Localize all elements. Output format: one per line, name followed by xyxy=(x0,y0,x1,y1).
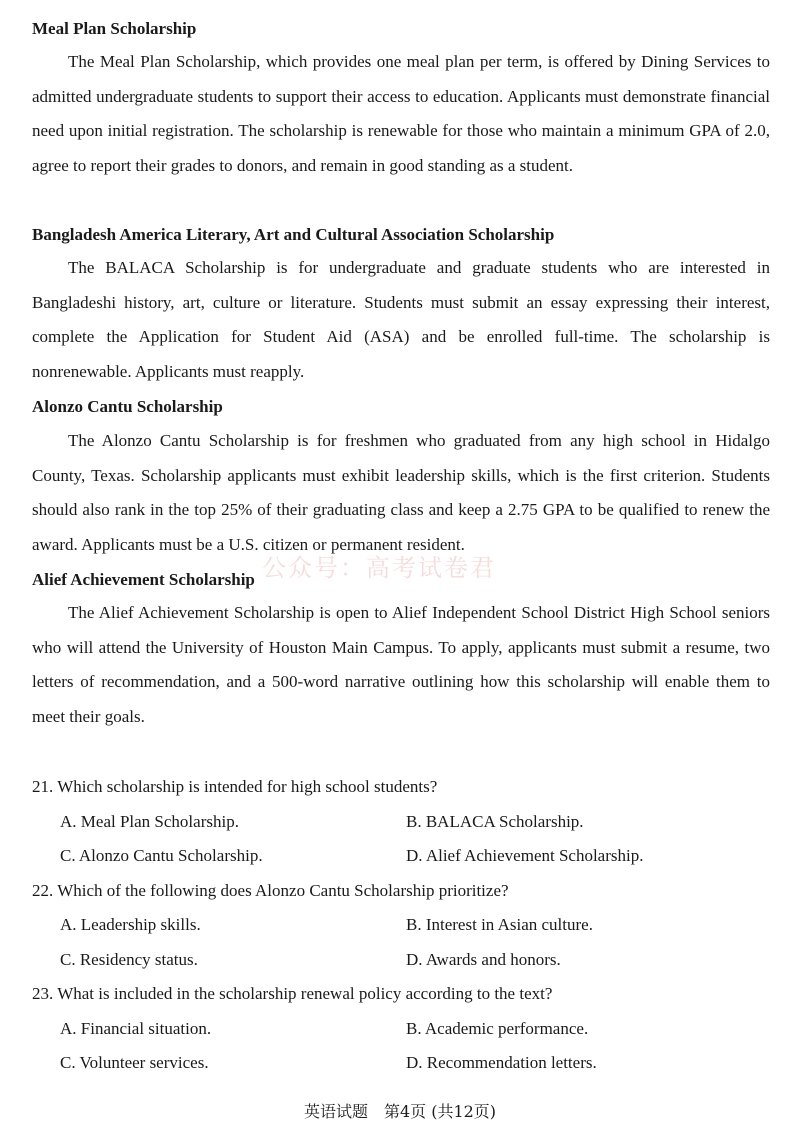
question-22-option-b[interactable]: B. Interest in Asian culture. xyxy=(406,915,593,934)
question-21-option-a[interactable]: A. Meal Plan Scholarship. xyxy=(60,812,239,831)
question-22-stem: 22. Which of the following does Alonzo Cantu Scholarship prioritize? xyxy=(32,881,509,900)
question-23-option-a[interactable]: A. Financial situation. xyxy=(60,1019,212,1038)
question-22-option-d[interactable]: D. Awards and honors. xyxy=(406,950,561,969)
question-23-option-b[interactable]: B. Academic performance. xyxy=(406,1019,589,1038)
question-21-option-c[interactable]: C. Alonzo Cantu Scholarship. xyxy=(60,846,263,865)
section-text-meal-plan: The Meal Plan Scholarship, which provides one meal plan per term, is offered by Dining Services to admitted undergraduate students to support their access to education. Applicants must demonstrate financial need upon initial registration. The scholarship is renewable for those who maintain a minimum GPA of 2.0, agree to report their grades to donors, and remain in good standing as a student. xyxy=(32,52,770,175)
question-23-option-d[interactable]: D. Recommendation letters. xyxy=(406,1053,597,1072)
question-23-stem: 23. What is included in the scholarship renewal policy according to the text? xyxy=(32,984,553,1003)
question-21-stem: 21. Which scholarship is intended for high school students? xyxy=(32,777,438,796)
section-title-meal-plan: Meal Plan Scholarship xyxy=(32,19,197,38)
question-22-option-c[interactable]: C. Residency status. xyxy=(60,950,198,969)
section-text-alief: The Alief Achievement Scholarship is open to Alief Independent School District High School seniors who will attend the University of Houston Main Campus. To apply, applicants must submit a resume, two letters of recommendation, and a 500-word narrative outlining how this scholarship will enable them to meet their goals. xyxy=(32,603,770,726)
question-21-option-b[interactable]: B. BALACA Scholarship. xyxy=(406,812,584,831)
section-title-alonzo-cantu: Alonzo Cantu Scholarship xyxy=(32,397,223,416)
section-text-alonzo-cantu: The Alonzo Cantu Scholarship is for freshmen who graduated from any high school in Hidalgo County, Texas. Scholarship applicants must exhibit leadership skills, which is the first criterion. Students should also rank in the top 25% of their graduating class and keep a 2.75 GPA to be qualified to renew the award. Applicants must be a U.S. citizen or permanent resident. xyxy=(32,431,770,554)
page-footer: 英语试题 第4页 (共12页) xyxy=(303,1102,497,1121)
question-23-option-c[interactable]: C. Volunteer services. xyxy=(60,1053,209,1072)
watermark-text: 公众号：高考试卷君 xyxy=(262,554,496,582)
section-title-balaca: Bangladesh America Literary, Art and Cultural Association Scholarship xyxy=(32,225,555,244)
section-text-balaca: The BALACA Scholarship is for undergraduate and graduate students who are interested in Bangladeshi history, art, culture or literature. Students must submit an essay expressing their interest, complete the Application for Student Aid (ASA) and be enrolled full-time. The scholarship is nonrenewable. Applicants must reapply. xyxy=(32,258,770,381)
question-22-option-a[interactable]: A. Leadership skills. xyxy=(60,915,201,934)
question-21-option-d[interactable]: D. Alief Achievement Scholarship. xyxy=(406,846,644,865)
section-title-alief: Alief Achievement Scholarship xyxy=(32,570,255,589)
